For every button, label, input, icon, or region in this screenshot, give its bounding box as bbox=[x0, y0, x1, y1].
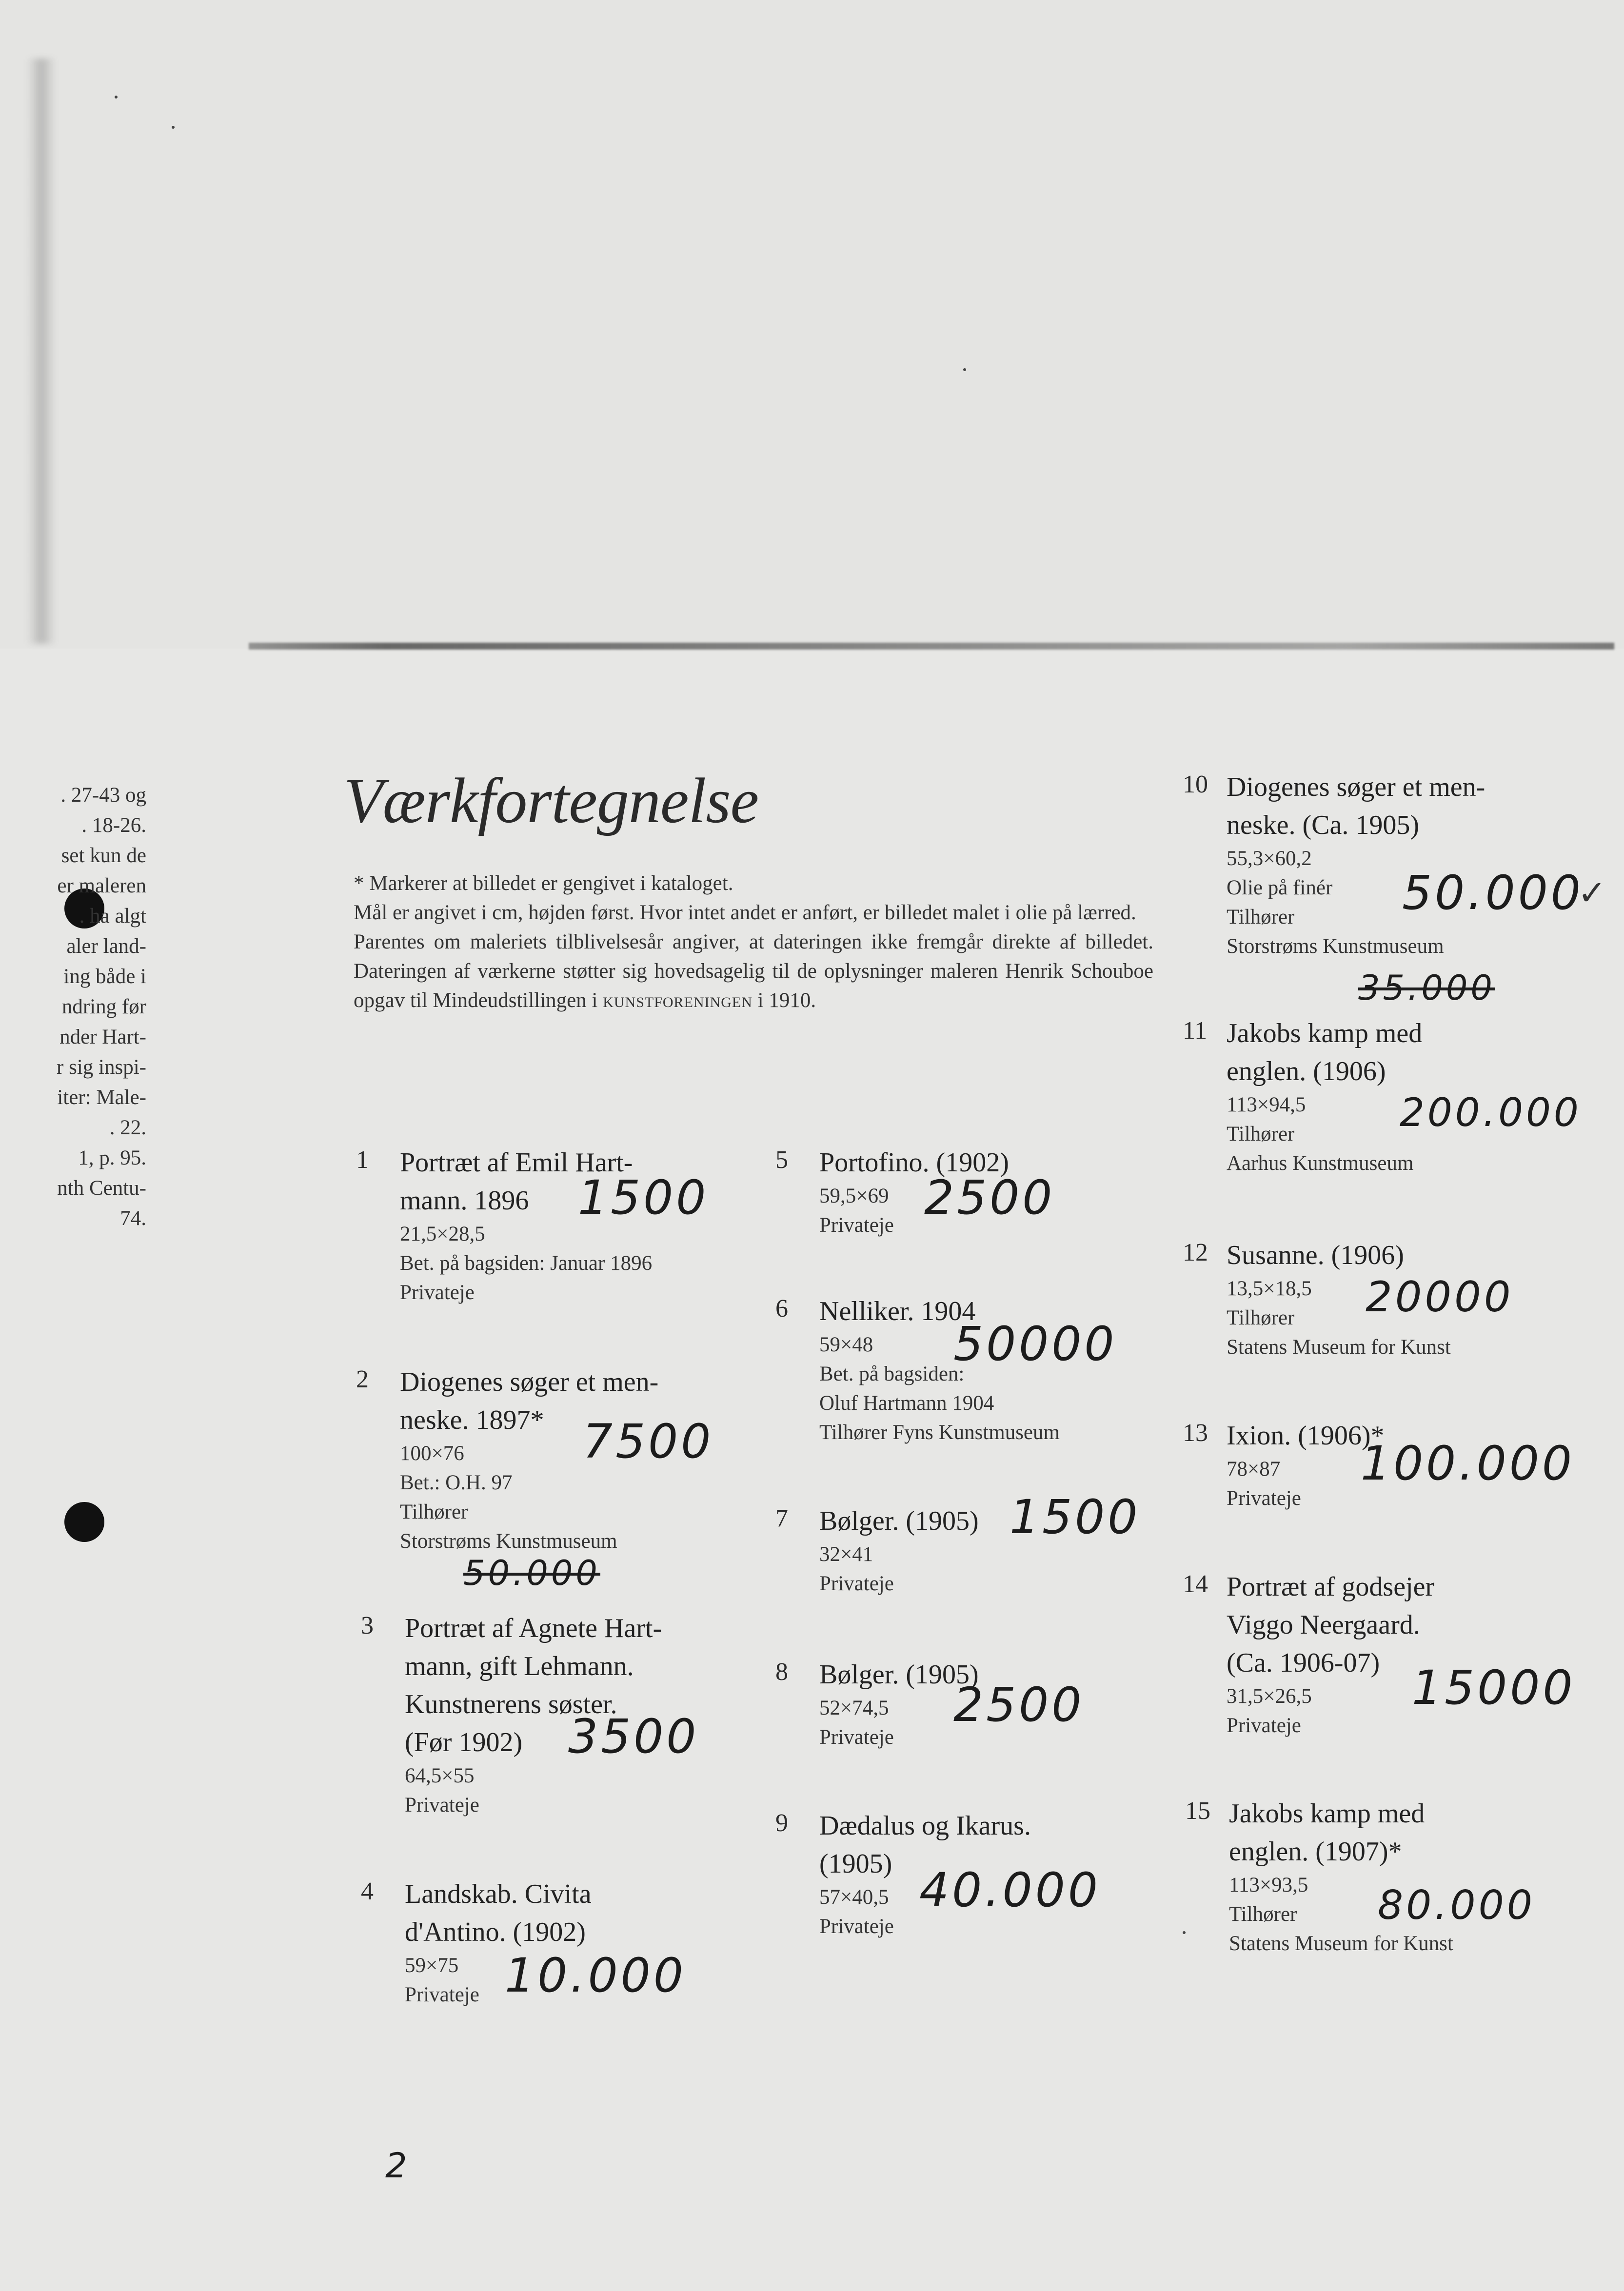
handwritten-price: 100.000 bbox=[1361, 1436, 1575, 1491]
handwritten-price: 1500 bbox=[578, 1170, 709, 1225]
overlapping-sheet bbox=[0, 0, 1624, 649]
handwritten-price: 1500 bbox=[1010, 1490, 1141, 1544]
scan-speck bbox=[115, 96, 118, 99]
handwritten-price: 2500 bbox=[924, 1170, 1055, 1225]
sheet-edge-line bbox=[249, 643, 1614, 650]
intro-text bbox=[354, 869, 1153, 1015]
handwritten-price: 40.000 bbox=[919, 1863, 1101, 1917]
handwritten-price: 3500 bbox=[568, 1709, 699, 1764]
punch-hole-bottom bbox=[64, 1502, 104, 1542]
handwritten-page-mark: 2 bbox=[385, 2146, 410, 2186]
scan-speck bbox=[1183, 1931, 1186, 1934]
intro-line: Parentes om maleriets tilblivelsesår angiver, at dateringen ikke fremgår direkte af billedet. Dateringen af værkerne støtter sig hovedsagelig til de oplysninger maleren Henrik Schouboe opgav til Mindeudstillingen i kunstforeningen i 1910. bbox=[354, 930, 1153, 1012]
handwritten-price: 10.000 bbox=[505, 1948, 686, 2003]
scan-speck bbox=[172, 126, 175, 129]
scanned-page: . 27-43 og . 18-26. set kun de er maleren . ha algt aler land- ing både i ndring før nder Hart- r sig inspi- iter: Male- . 22. 1, p. 95. nth Centu- 74. Værkfortegnelse * Markerer at billedet er gengivet i kataloget. Mål er angivet i cm, højden først. Hvor intet andet er anført, er billedet malet i olie på lærred. Parentes om maleriets tilblivelsesår angiver, at dateringen ikke fremgår direkte af billedet. Dateringen af værkerne støtter sig hovedsagelig til de oplysninger maleren Henrik Schouboe opgav til Mindeudstillingen i kunstforeningen i 1910. 1 Portræt af Emil Hart- mann. 1896 21,5×28,5 Bet. på bagsiden: Januar 1896 Privateje 1500 2 Diogenes søger et men- neske. 1897* 100×76 Bet.: O.H. 97 Tilhører Storstrøms Kunstmuseum 7500 50.000 3 Portræt af Agnete Hart- mann, gift Lehmann. Kunstnerens søster. (Før 1902) 64,5×55 Privateje 3500 4 Landskab. Civita d'Antino. (1902) 59×75 Privateje 10.000 5 Portofino. (1902) 59,5×69 Privateje 2500 6 Nelliker. 1904 59×48 Bet. på bagsiden: Oluf Hartmann 1904 Tilhører Fyns Kunstmuseum 50000 7 Bølger. (1905) 32×41 Privateje 1500 8 Bølger. (1905) 52×74,5 Privateje 2500 9 Dædalus og Ikarus. (1905) 57×40,5 Privateje 40.000 10 Diogenes søger et men- neske. (Ca. 1905) 55,3×60,2 Olie på finér Tilhører Storstrøms Kunstmuseum 50.000 ✓ 35.000 11 Jakobs kamp med englen. (1906) 113×94,5 Tilhører Aarhus Kunstmuseum 200.000 12 Susanne. (1906) 13,5×18,5 Tilhører Statens Museum for Kunst 20000 13 Ixion. (1906)* 78×87 Privateje 100.000 14 Portræt af godsejer Viggo Neergaard. (Ca. 1906-07) 31,5×26,5 Privateje 15000 15 Jakobs kamp med englen. (1907)* 113×93,5 Tilhører Statens Museum for Kunst 80.000 2 bbox=[0, 0, 1624, 2291]
handwritten-price: 80.000 bbox=[1378, 1882, 1535, 1929]
intro-line: * Markerer at billedet er gengivet i kataloget. bbox=[354, 872, 733, 895]
check-mark-icon: ✓ bbox=[1578, 873, 1606, 913]
intro-line: Mål er angivet i cm, højden først. Hvor intet andet er anført, er billedet malet i olie på lærred. bbox=[354, 901, 1136, 924]
handwritten-price: 2500 bbox=[953, 1678, 1085, 1732]
crossed-out-price: 50.000 bbox=[463, 1553, 600, 1593]
left-page-fragment: . 27-43 og . 18-26. set kun de er maleren . ha algt aler land- ing både i ndring før nder Hart- r sig inspi- iter: Male- . 22. 1, p. 95. nth Centu- 74. bbox=[57, 784, 146, 1230]
handwritten-price: 20000 bbox=[1366, 1273, 1514, 1322]
scan-smudge bbox=[27, 59, 56, 644]
handwritten-price: 200.000 bbox=[1400, 1090, 1582, 1135]
crossed-out-price: 35.000 bbox=[1358, 968, 1495, 1008]
handwritten-price: 7500 bbox=[583, 1414, 714, 1469]
handwritten-price: 50000 bbox=[953, 1317, 1117, 1371]
page-title: Værkfortegnelse bbox=[344, 765, 759, 836]
handwritten-price: 50.000 bbox=[1402, 866, 1584, 920]
scan-speck bbox=[963, 368, 966, 371]
handwritten-price: 15000 bbox=[1412, 1660, 1576, 1715]
